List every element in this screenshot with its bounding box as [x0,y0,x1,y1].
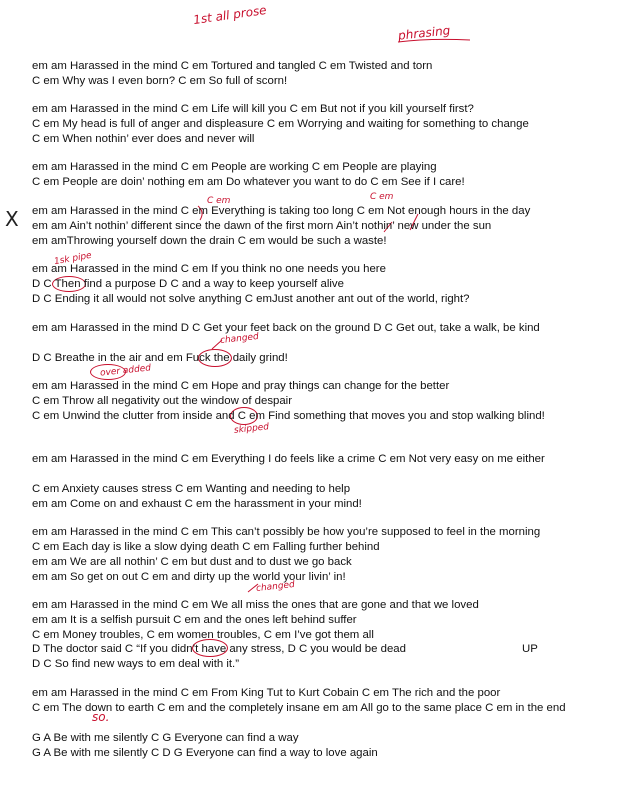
annotation-c-em-b: C em [370,192,394,202]
lyric-line: D C Ending it all would not solve anything C emJust another ant out of the world, right? [32,293,470,305]
lyric-line: C em The down to earth C em and the completely insane em am All go to the same place C em in the end [32,702,566,714]
lyric-line: em am Harassed in the mind C em Life will kill you C em But not if you kill yourself first? [32,103,474,115]
lyric-line: D C Breathe in the air and em Fuck the daily grind! [32,352,288,364]
annotation-so: so. [92,710,110,724]
lyric-line: D C Then find a purpose D C and a way to keep yourself alive [32,278,344,290]
lyric-line: em am Harassed in the mind C em Everything I do feels like a crime C em Not very easy on me either [32,453,545,465]
lyric-line: em am We are all nothin’ C em but dust and to dust we go back [32,556,352,568]
lyric-line: em am Harassed in the mind C em From King Tut to Kurt Cobain C em The rich and the poor [32,687,501,699]
lyric-line: em am Harassed in the mind C em Hope and pray things can change for the better [32,380,450,392]
lyric-line: C em Throw all negativity out the window of despair [32,395,293,407]
annotation-phrasing: phrasing [397,23,451,43]
lyric-line: D C So find new ways to em deal with it.” [32,658,240,670]
side-note-up: UP [522,643,538,655]
lyric-line: em am Come on and exhaust C em the harassment in your mind! [32,498,362,510]
annotation-first-prose: 1st all prose [192,2,268,28]
lyric-line: C em When nothin’ ever does and never will [32,133,255,145]
lyric-line: D The doctor said C “If you didn’t have any stress, D C you would be dead [32,643,406,655]
annotation-x-mark: X [5,207,19,231]
lyric-line: C em Anxiety causes stress C em Wanting and needing to help [32,483,351,495]
lyric-line: em am Harassed in the mind C em We all miss the ones that are gone and that we loved [32,599,479,611]
lyric-line: em am It is a selfish pursuit C em and the ones left behind suffer [32,614,357,626]
annotation-skipped: skipped [233,422,270,436]
lyric-line: C em Why was I even born? C em So full of scorn! [32,75,288,87]
annotation-changed-1: changed [219,331,260,347]
lyric-line: em am Harassed in the mind C em Everything is taking too long C em Not enough hours in the day [32,205,531,217]
lyric-line: em am Ain’t nothin’ different since the dawn of the first morn Ain’t nothin’ new under the sun [32,220,492,232]
lyric-line: C em Unwind the clutter from inside and C em Find something that moves you and stop walking blind! [32,410,545,422]
circle-over-added [90,364,126,380]
lyric-line: G A Be with me silently C D G Everyone can find a way to love again [32,747,378,759]
lyric-line: C em People are doin’ nothing em am Do whatever you want to do C em See if I care! [32,176,465,188]
lyric-line: C em Money troubles, C em women troubles, C em I’ve got them all [32,629,374,641]
lyric-line: em am Harassed in the mind C em Tortured and tangled C em Twisted and torn [32,60,433,72]
lyric-line: em am Harassed in the mind C em People are working C em People are playing [32,161,437,173]
lyric-line: C em My head is full of anger and displeasure C em Worrying and waiting for something to change [32,118,529,130]
lyric-line: em am Harassed in the mind C em This can’t possibly be how you’re supposed to feel in the morning [32,526,541,538]
annotation-over-added: over added [99,363,152,379]
lyric-line: em am Harassed in the mind C em If you think no one needs you here [32,263,386,275]
annotation-skip-pipe: 1sk pipe [53,250,93,268]
lyric-line: C em Each day is like a slow dying death C em Falling further behind [32,541,380,553]
lyric-line: em am So get on out C em and dirty up the world your livin’ in! [32,571,346,583]
lyric-line: G A Be with me silently C G Everyone can find a way [32,732,299,744]
annotation-changed-2: changed [255,579,296,595]
lyric-line: em amThrowing yourself down the drain C em would be such a waste! [32,235,387,247]
annotation-c-em-a: C em [207,196,231,206]
lyric-line: em am Harassed in the mind D C Get your feet back on the ground D C Get out, take a walk, be kind [32,322,540,334]
